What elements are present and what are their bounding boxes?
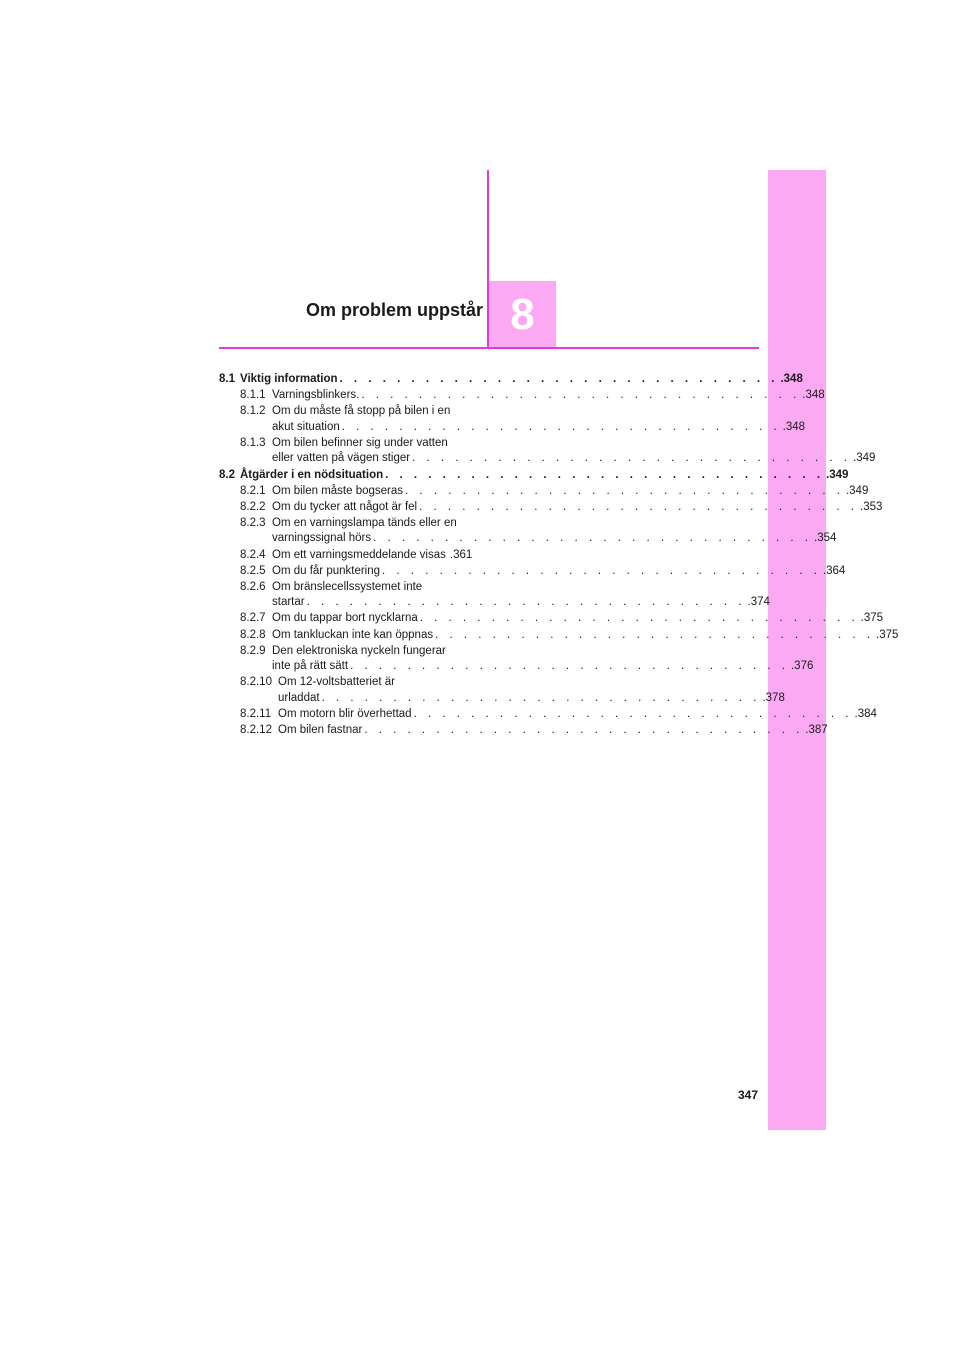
toc-entry-number: 8.1.3	[240, 436, 266, 449]
toc-entry-page: .348	[780, 373, 803, 385]
toc-entry[interactable]	[219, 611, 884, 627]
toc-entry-page: .349	[826, 468, 849, 481]
toc-entry-number: 8.1.2	[240, 405, 266, 418]
toc-entry-page: .374	[747, 596, 770, 609]
toc-entry-number: 8.2.12	[240, 724, 272, 737]
toc-entry-title: Viktig information	[240, 373, 338, 385]
toc-entry-page: .349	[853, 452, 876, 465]
toc-entry[interactable]	[219, 564, 846, 580]
toc-entry-title: Om du tycker att något är fel	[272, 500, 418, 513]
toc-entry-page: .364	[822, 564, 846, 577]
toc-entry-number: 8.2.1	[240, 484, 266, 497]
toc-entry-title: Om ett varningsmeddelande visas	[272, 548, 446, 561]
toc-entry[interactable]	[219, 628, 899, 644]
toc-entry[interactable]	[219, 436, 876, 467]
toc-entry-title: Om du måste få stopp på bilen i en	[272, 405, 451, 418]
dot-leader: . . . . . . . . . . . . . . . . . . . . . . . . . . . . . . .	[339, 373, 779, 385]
toc-entry-page: .387	[805, 724, 828, 737]
toc-entry-title: Om en varningslampa tänds eller en	[272, 516, 457, 529]
toc-entry-title: Om du får punktering	[272, 564, 381, 577]
toc-entry[interactable]	[219, 723, 828, 739]
toc-entry-title: Om du tappar bort nycklarna	[272, 612, 418, 625]
toc-entry-title: akut situation	[272, 420, 340, 433]
toc-entry-title: Varningsblinkers.	[272, 389, 360, 402]
toc-entry-number: 8.2.10	[240, 676, 272, 689]
toc-entry-number: 8.2.9	[240, 644, 266, 657]
toc-entry-page: .353	[860, 500, 883, 513]
toc-entry-number: 8.2.5	[240, 564, 266, 577]
toc-entry[interactable]	[219, 468, 849, 484]
toc-entry-number: 8.2.6	[240, 580, 266, 593]
toc-entry-page: .349	[845, 484, 869, 497]
toc-entry[interactable]	[219, 388, 825, 404]
side-tab	[768, 170, 826, 1130]
toc-entry-number: 8.1.1	[240, 389, 266, 402]
toc-entry[interactable]	[219, 372, 803, 388]
toc-entry-page: .375	[860, 612, 884, 625]
toc-entry-number: 8.2.3	[240, 516, 266, 529]
toc-entry-title: varningssignal hörs	[272, 532, 372, 545]
toc-entry-title: startar	[272, 596, 305, 609]
toc-entry-number: 8.2	[219, 468, 235, 481]
dot-leader: . . . . . . . . . . . . . . . . . . . . . . . . . . . . . . .	[412, 452, 851, 465]
dot-leader: . . . . . . . . . . . . . . . . . . . . . . . . . . . . . . .	[361, 389, 801, 402]
toc-entry-title: Åtgärder i en nödsituation	[240, 468, 384, 481]
toc-entry-number: 8.2.8	[240, 628, 266, 641]
toc-entry-number: 8.1	[219, 373, 235, 385]
toc-entry-title: Om bränslecellssystemet inte	[272, 580, 423, 593]
toc-entry-page: .376	[790, 660, 814, 673]
toc-entry-title: Om motorn blir överhettad	[278, 707, 412, 720]
toc-entry-number: 8.2.7	[240, 612, 266, 625]
toc-entry[interactable]	[219, 516, 837, 547]
dot-leader: . . . . . . . . . . . . . . . . . . . . . . . . . . . . . . .	[341, 420, 781, 433]
toc-entry-title: inte på rätt sätt	[272, 660, 349, 673]
dot-leader: . . . . . . . . . . . . . . . . . . . . . . . . . . . . . . .	[306, 596, 746, 609]
toc-entry[interactable]	[219, 580, 770, 611]
toc-entry-page: .348	[802, 389, 825, 402]
toc-entry[interactable]	[219, 644, 814, 675]
table-of-contents	[219, 372, 899, 739]
toc-entry-title: urladdat	[278, 691, 320, 704]
toc-entry-title: Om tankluckan inte kan öppnas	[272, 628, 434, 641]
toc-entry[interactable]	[219, 707, 877, 723]
toc-entry-number: 8.2.11	[240, 707, 272, 720]
toc-entry-title: Om 12-voltsbatteriet är	[278, 676, 395, 689]
dot-leader: . . . . . . . . . . . . . . . . . . . . . . . . . . . . . . .	[419, 612, 859, 625]
toc-entry-page: .384	[854, 707, 877, 720]
dot-leader: . . . . . . . . . . . . . . . . . . . . . . . . . . . . . . .	[373, 532, 812, 545]
chapter-number: 8	[510, 289, 535, 339]
toc-entry-title: eller vatten på vägen stiger	[272, 452, 411, 465]
toc-entry[interactable]	[219, 500, 883, 516]
toc-entry-number: 8.2.4	[240, 548, 266, 561]
toc-entry[interactable]	[219, 484, 869, 500]
toc-entry[interactable]	[219, 404, 806, 435]
toc-entry-page: .361	[449, 548, 473, 561]
dot-leader: . . . . . . . . . . . . . . . . . . . . . . . . . . . . . . .	[435, 628, 875, 641]
chapter-title: Om problem uppstår	[305, 300, 483, 320]
toc-entry[interactable]	[219, 675, 785, 706]
header-horizontal-rule	[219, 347, 759, 349]
toc-entry[interactable]	[219, 548, 473, 564]
dot-leader: . . . . . . . . . . . . . . . . . . . . . . . . . . . . . . .	[419, 500, 858, 513]
toc-entry-page: .354	[814, 532, 837, 545]
dot-leader: . . . . . . . . . . . . . . . . . . . . . . . . . . . . . . .	[382, 564, 821, 577]
toc-entry-page: .348	[782, 420, 806, 433]
page-number: 347	[737, 1088, 758, 1102]
toc-entry-title: Om bilen måste bogseras	[272, 484, 404, 497]
dot-leader: . . . . . . . . . . . . . . . . . . . . . . . . . . . . . . .	[321, 691, 761, 704]
dot-leader: . . . . . . . . . . . . . . . . . . . . . . . . . . . . . . .	[385, 468, 825, 481]
toc-entry-number: 8.2.2	[240, 500, 266, 513]
toc-entry-title: Om bilen befinner sig under vatten	[272, 436, 448, 449]
dot-leader: . . . . . . . . . . . . . . . . . . . . . . . . . . . . . . .	[405, 484, 844, 497]
dot-leader: . . . . . . . . . . . . . . . . . . . . . . . . . . . . . . .	[364, 724, 804, 737]
toc-entry-title: Den elektroniska nyckeln fungerar	[272, 644, 446, 657]
toc-entry-page: .375	[876, 628, 899, 641]
dot-leader: . . . . . . . . . . . . . . . . . . . . . . . . . . . . . . .	[413, 707, 853, 720]
toc-entry-title: Om bilen fastnar	[278, 724, 363, 737]
toc-entry-page: .378	[762, 691, 785, 704]
dot-leader: . . . . . . . . . . . . . . . . . . . . . . . . . . . . . . .	[350, 660, 789, 673]
